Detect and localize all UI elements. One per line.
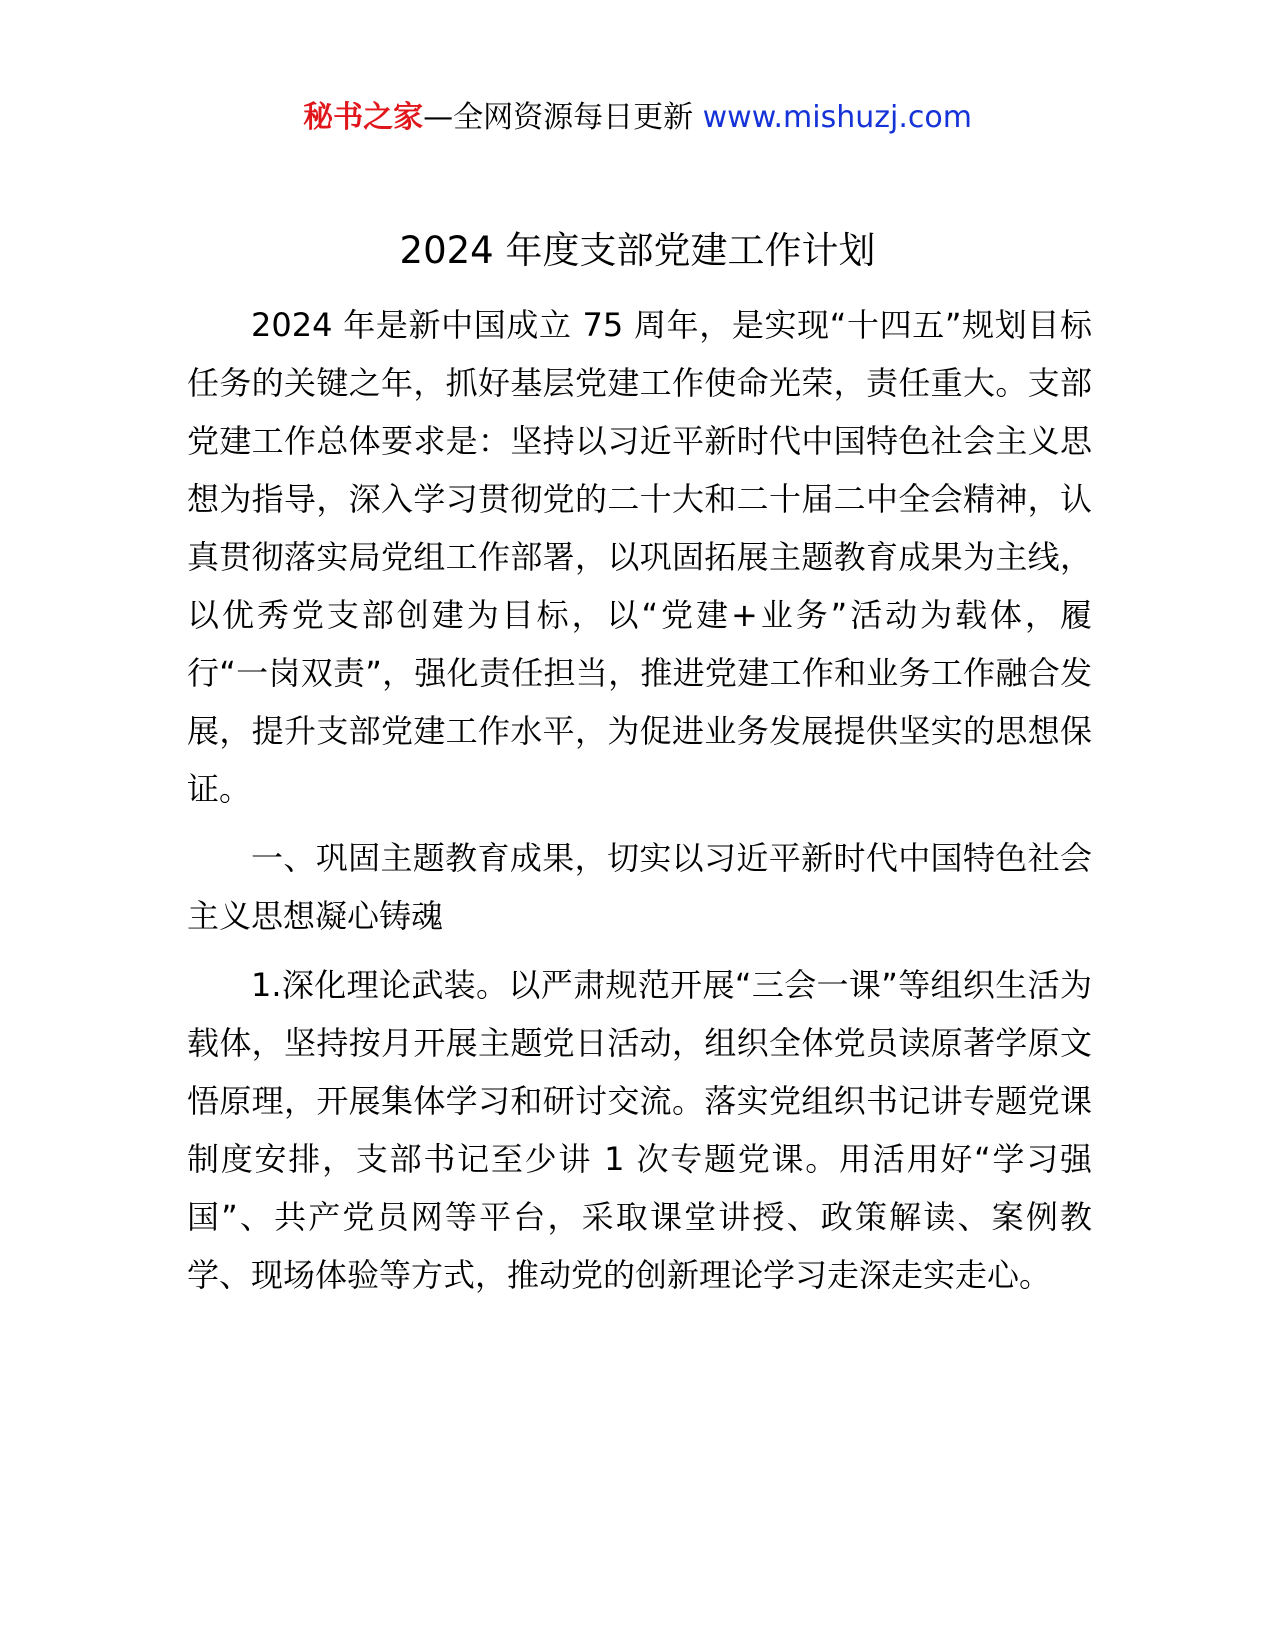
site-tagline: —全网资源每日更新: [423, 100, 694, 135]
site-url-link[interactable]: www.mishuzj.com: [702, 100, 972, 135]
section-heading: 一、巩固主题教育成果，切实以习近平新时代中国特色社会主义思想凝心铸魂: [187, 839, 1092, 935]
document-body: [187, 296, 1092, 1315]
document-title: 2024 年度支部党建工作计划: [399, 229, 876, 272]
site-brand: 秘书之家: [303, 100, 424, 135]
intro-paragraph: 2024 年是新中国成立 75 周年，是实现“十四五”规划目标任务的关键之年，抓好基层党建工作使命光荣，责任重大。支部党建工作总体要求是：坚持以习近平新时代中国特色社会主义思想为指导，深入学习贯彻党的二十大和二十届二中全会精神，认真贯彻落实局党组工作部署，以巩固拓展主题教育成果为主线，以优秀党支部创建为目标，以“党建+业务”活动为载体，履行“一岗双责”，强化责任担当，推进党建工作和业务工作融合发展，提升支部党建工作水平，为促进业务发展提供坚实的思想保证。: [187, 306, 1092, 808]
site-header: [0, 98, 1275, 138]
body-paragraph: 1.深化理论武装。以严肃规范开展“三会一课”等组织生活为载体，坚持按月开展主题党日活动，组织全体党员读原著学原文悟原理，开展集体学习和研讨交流。落实党组织书记讲专题党课制度安排，支部书记至少讲 1 次专题党课。用活用好“学习强国”、共产党员网等平台，采取课堂讲授、政策解读、案例教学、现场体验等方式，推动党的创新理论学习走深走实走心。: [187, 966, 1092, 1294]
